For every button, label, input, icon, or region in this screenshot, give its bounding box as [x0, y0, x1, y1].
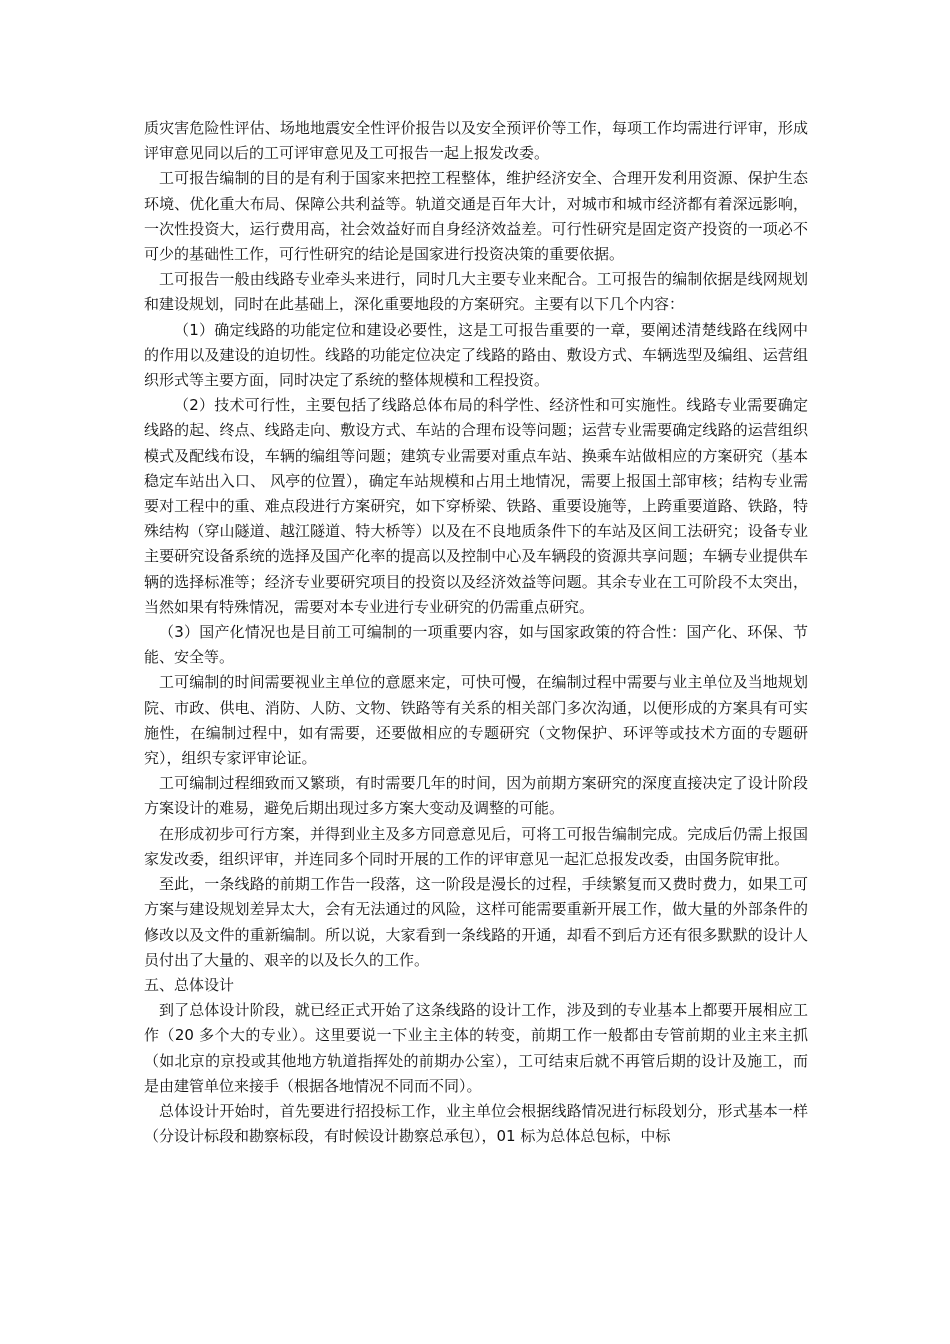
paragraph-5: （2）技术可行性，主要包括了线路总体布局的科学性、经济性和可实施性。线路专业需要确定线路的起、终点、线路走向、敷设方式、车站的合理布设等问题；运营专业需要确定线路的运营组织模式及配线布设，车辆的编组等问题；建筑专业需要对重点车站、换乘车站做相应的方案研究（基本稳定车站出入口、 风亭的位置），确定车站规模和占用土地情况，需要上报国土部审核；结构专业需要对工程中的重、难点段进行方案研究，如下穿桥梁、铁路、重要设施等，上跨重要道路、铁路，特殊结构（穿山隧道、越江隧道、特大桥等）以及在不良地质条件下的车站及区间工法研究；设备专业主要研究设备系统的选择及国产化率的提高以及控制中心及车辆段的资源共享问题；车辆专业提供车辆的选择标准等；经济专业要研究项目的投资以及经济效益等问题。其余专业在工可阶段不太突出，当然如果有特殊情况，需要对本专业进行专业研究的仍需重点研究。	[144, 396, 808, 616]
section-heading: 五、总体设计	[144, 975, 235, 994]
paragraph-2: 工可报告编制的目的是有利于国家来把控工程整体，维护经济安全、合理开发利用资源、保护生态环境、优化重大布局、保障公共利益等。轨道交通是百年大计，对城市和城市经济都有着深远影响，一次性投资大，运行费用高，社会效益好而自身经济效益差。可行性研究是固定资产投资的一项必不可少的基础性工作，可行性研究的结论是国家进行投资决策的重要依据。	[144, 169, 808, 264]
paragraph-6: （3）国产化情况也是目前工可编制的一项重要内容，如与国家政策的符合性：国产化、环保、节能、安全等。	[144, 623, 808, 667]
paragraph-9: 在形成初步可行方案，并得到业主及多方同意意见后，可将工可报告编制完成。完成后仍需上报国家发改委，组织评审，并连同多个同时开展的工作的评审意见一起汇总报发改委，由国务院审批。	[144, 824, 808, 868]
paragraph-12: 总体设计开始时，首先要进行招投标工作，业主单位会根据线路情况进行标段划分，形式基本一样（分设计标段和勘察标段，有时候设计勘察总承包），01 标为总体总包标，中标	[144, 1101, 808, 1146]
document-body	[144, 116, 808, 1149]
paragraph-8: 工可编制过程细致而又繁琐，有时需要几年的时间，因为前期方案研究的深度直接决定了设计阶段方案设计的难易，避免后期出现过多方案大变动及调整的可能。	[144, 774, 808, 818]
paragraph-3: 工可报告一般由线路专业牵头来进行，同时几大主要专业来配合。工可报告的编制依据是线网规划和建设规划，同时在此基础上，深化重要地段的方案研究。主要有以下几个内容：	[144, 270, 808, 314]
paragraph-11: 到了总体设计阶段，就已经正式开始了这条线路的设计工作，涉及到的专业基本上都要开展相应工作（20 多个大的专业）。这里要说一下业主主体的转变，前期工作一般都由专管前期的业主来主抓（如北京的京投或其他地方轨道指挥处的前期办公室），工可结束后就不再管后期的设计及施工，而是由建管单位来接手（根据各地情况不同而不同）。	[144, 1001, 808, 1095]
paragraph-1: 质灾害危险性评估、场地地震安全性评价报告以及安全预评价等工作，每项工作均需进行评审，形成评审意见同以后的工可评审意见及工可报告一起上报发改委。	[144, 119, 808, 163]
paragraph-10: 至此，一条线路的前期工作告一段落，这一阶段是漫长的过程，手续繁复而又费时费力，如果工可方案与建设规划差异太大，会有无法通过的风险，这样可能需要重新开展工作，做大量的外部条件的修改以及文件的重新编制。所以说，大家看到一条线路的开通，却看不到后方还有很多默默的设计人员付出了大量的、艰辛的以及长久的工作。	[144, 875, 808, 969]
paragraph-7: 工可编制的时间需要视业主单位的意愿来定，可快可慢，在编制过程中需要与业主单位及当地规划院、市政、供电、消防、人防、文物、铁路等有关系的相关部门多次沟通，以便形成的方案具有可实施性，在编制过程中，如有需要，还要做相应的专题研究（文物保护、环评等或技术方面的专题研究），组织专家评审论证。	[144, 673, 808, 768]
paragraph-4: （1）确定线路的功能定位和建设必要性，这是工可报告重要的一章，要阐述清楚线路在线网中的作用以及建设的迫切性。线路的功能定位决定了线路的路由、敷设方式、车辆选型及编组、运营组织形式等主要方面，同时决定了系统的整体规模和工程投资。	[144, 320, 808, 390]
